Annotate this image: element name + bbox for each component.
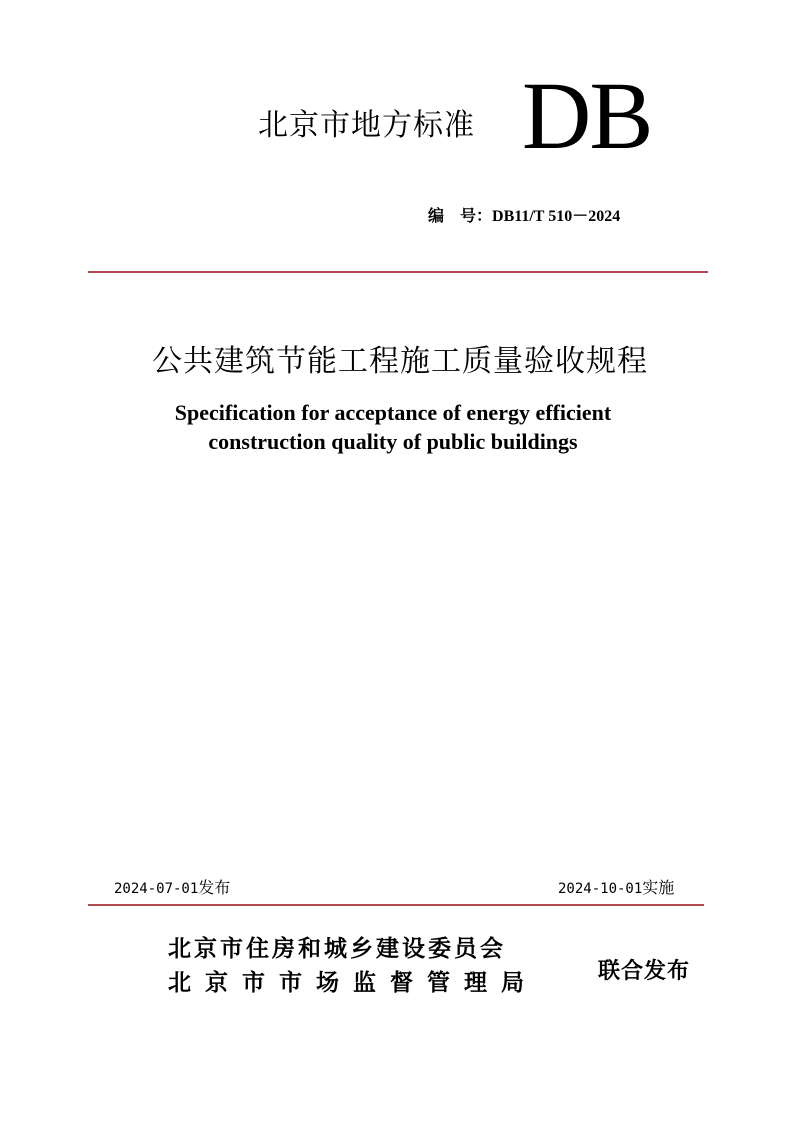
document-title-zh: 公共建筑节能工程施工质量验收规程: [152, 344, 648, 379]
standard-code-label: 编 号：: [428, 208, 493, 225]
standard-type-label: 北京市地方标准: [258, 108, 475, 143]
top-divider: [88, 271, 708, 273]
issue-date: [114, 875, 230, 898]
issuer-housing-commission: 北京市住房和城乡建设委员会: [168, 936, 506, 962]
implement-date-value: 2024-10-01: [558, 881, 643, 897]
implement-date: [558, 875, 674, 898]
issuer-market-regulation: 北京市市场监督管理局: [168, 970, 538, 996]
document-title-en: [0, 398, 786, 456]
document-title-en-line2: construction quality of public buildings: [208, 429, 578, 454]
document-title-en-line1: Specification for acceptance of energy efficient: [174, 400, 612, 425]
issue-date-value: 2024-07-01: [114, 881, 199, 897]
db-logo: DB: [522, 62, 652, 169]
implement-date-label: 实施: [642, 878, 675, 897]
standard-code-value: DB11/T 510－2024: [492, 208, 621, 225]
issue-date-label: 发布: [198, 878, 231, 897]
standard-code: [428, 203, 620, 226]
joint-issue-label: 联合发布: [598, 959, 691, 984]
bottom-divider: [88, 904, 704, 906]
